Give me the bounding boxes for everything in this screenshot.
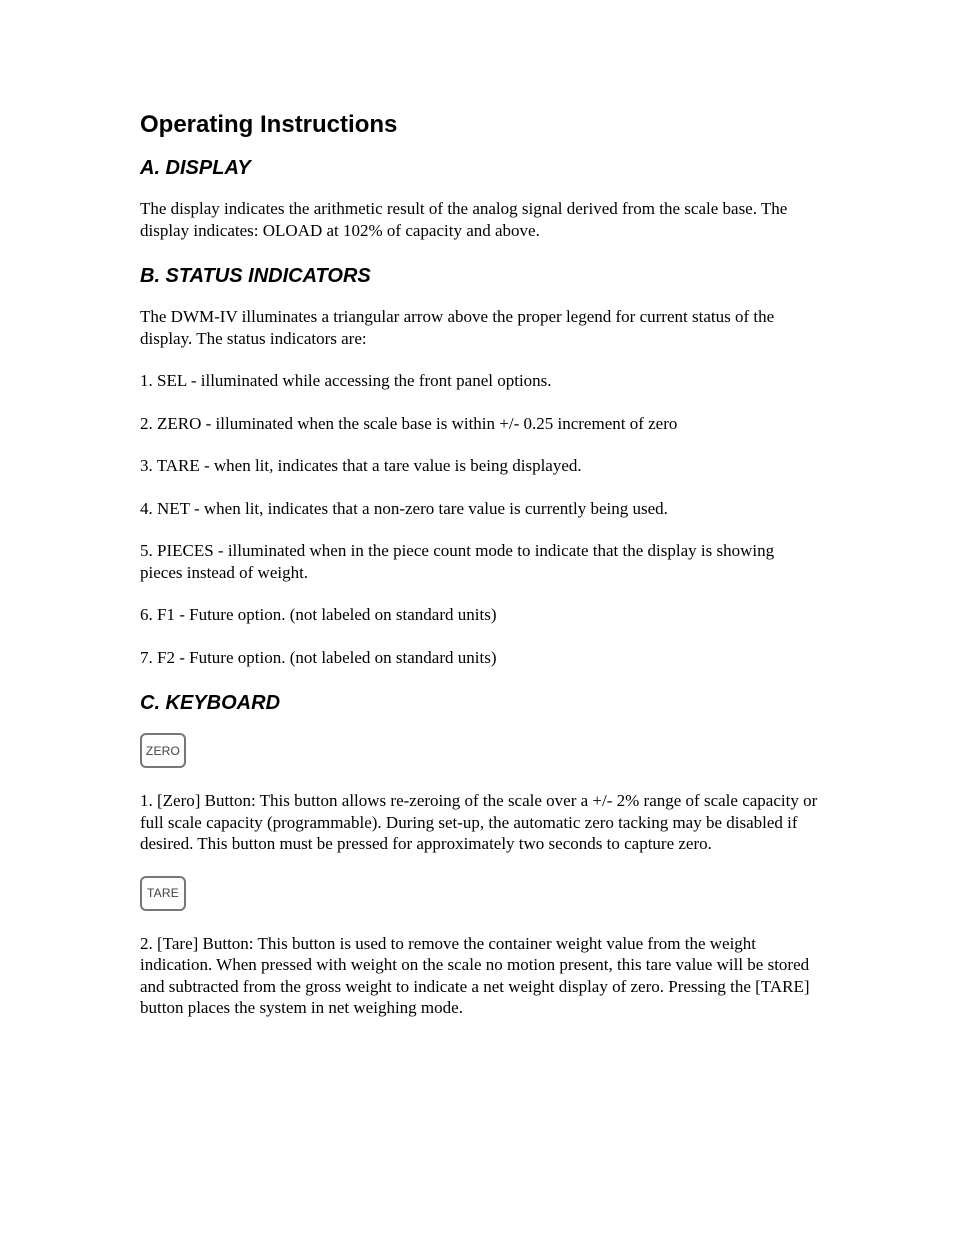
- status-item-f1: 6. F1 - Future option. (not labeled on standard units): [140, 605, 497, 624]
- tare-key-icon: [140, 876, 186, 911]
- section-heading-keyboard: C. KEYBOARD: [140, 692, 281, 714]
- status-item-net: 4. NET - when lit, indicates that a non-zero tare value is currently being used.: [140, 498, 668, 518]
- section-heading-status: B. STATUS INDICATORS: [140, 265, 371, 287]
- page-title: Operating Instructions: [140, 111, 398, 138]
- tare-key-label: TARE: [147, 886, 179, 900]
- status-item-sel: 1. SEL - illuminated while accessing the front panel options.: [140, 371, 552, 390]
- zero-key-label: ZERO: [145, 743, 181, 758]
- section-heading-display: A. DISPLAY: [140, 157, 251, 179]
- status-item-pieces: 5. PIECES - illuminated when in the piece count mode to indicate that the display is showing pieces instead of weight.: [140, 541, 775, 582]
- display-paragraph: The display indicates the arithmetic result of the analog signal derived from the scale base. The display indicates: OLOAD at 102% of capacity and above.: [140, 199, 788, 240]
- status-item-tare: 3. TARE - when lit, indicates that a tare value is being displayed.: [140, 456, 582, 475]
- status-item-f2: 7. F2 - Future option. (not labeled on standard units): [140, 647, 497, 667]
- zero-key-icon: [140, 733, 186, 768]
- document-page: [140, 108, 820, 1040]
- status-intro: The DWM-IV illuminates a triangular arrow above the proper legend for current status of the display. The status indicators are:: [140, 307, 775, 348]
- tare-button-description: 2. [Tare] Button: This button is used to remove the container weight value from the weight indication. When pressed with weight on the scale no motion present, this tare value will be stored and subtracted from the gross weight to indicate a net weight display of zero. Pressing the [TARE] button places the system in net weighing mode.: [140, 933, 810, 1017]
- status-item-zero: 2. ZERO - illuminated when the scale base is within +/- 0.25 increment of zero: [140, 413, 678, 433]
- zero-button-description: 1. [Zero] Button: This button allows re-zeroing of the scale over a +/- 2% range of scale capacity or full scale capacity (programmable). During set-up, the automatic zero tacking may be disabled if desired. This button must be pressed for approximately two seconds to capture zero.: [140, 791, 818, 853]
